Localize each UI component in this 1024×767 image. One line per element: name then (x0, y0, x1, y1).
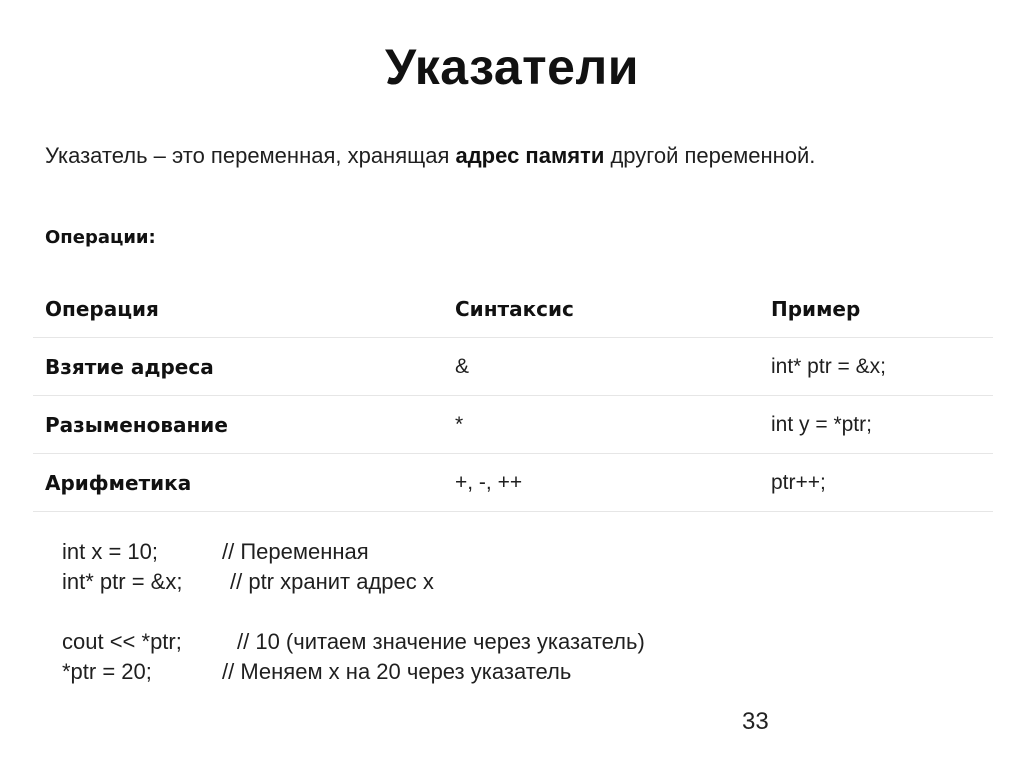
page-number: 33 (742, 708, 769, 735)
code-comment: // 10 (читаем значение через указатель) (237, 629, 645, 654)
example-cell: int y = *ptr; (759, 396, 993, 454)
code-statement: int x = 10; (62, 539, 159, 564)
operations-heading: Операции: (45, 227, 156, 248)
table-row (33, 338, 993, 396)
definition-text (45, 143, 815, 169)
operations-table (33, 280, 993, 512)
slide-title: Указатели (385, 39, 639, 95)
definition-part-1: Указатель – это переменная, хранящая (45, 143, 456, 168)
code-statement: cout << *ptr; (62, 629, 182, 654)
code-line (62, 537, 645, 567)
definition-part-2: другой переменной. (604, 143, 816, 168)
table-header-row (33, 280, 993, 338)
code-statement: *ptr = 20; (62, 659, 152, 684)
definition-bold-term: адрес памяти (455, 143, 605, 168)
operation-cell: Арифметика (33, 454, 443, 512)
code-line (62, 567, 645, 597)
code-comment: // Меняем x на 20 через указатель (222, 659, 572, 684)
code-statement: int* ptr = &x; (62, 569, 183, 594)
header-example: Пример (759, 280, 993, 338)
code-line (62, 627, 645, 657)
code-comment: // Переменная (222, 539, 369, 564)
example-cell: int* ptr = &x; (759, 338, 993, 396)
code-comment: // ptr хранит адрес x (230, 569, 434, 594)
operation-cell: Разыменование (33, 396, 443, 454)
operation-cell: Взятие адреса (33, 338, 443, 396)
syntax-cell: +, -, ++ (443, 454, 759, 512)
table-row (33, 396, 993, 454)
example-cell: ptr++; (759, 454, 993, 512)
syntax-cell: * (443, 396, 759, 454)
code-example (62, 537, 645, 687)
table-row (33, 454, 993, 512)
code-blank-line (62, 597, 645, 627)
code-line (62, 657, 645, 687)
header-operation: Операция (33, 280, 443, 338)
syntax-cell: & (443, 338, 759, 396)
header-syntax: Синтаксис (443, 280, 759, 338)
